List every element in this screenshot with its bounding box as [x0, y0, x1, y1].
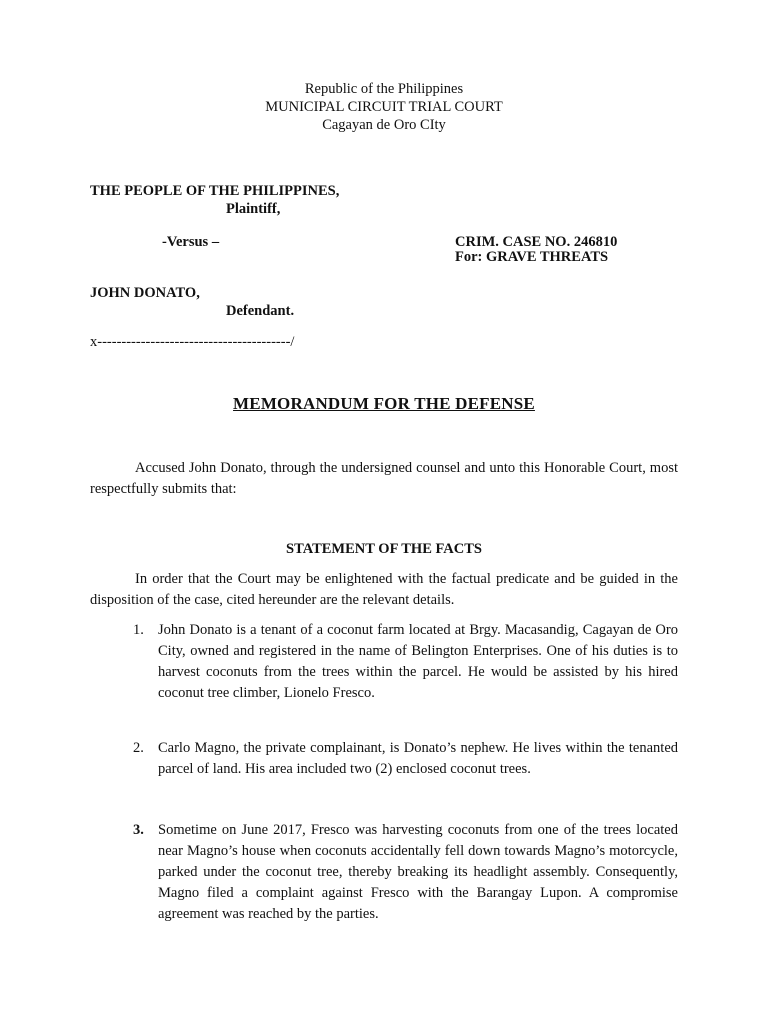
- plaintiff-role: Plaintiff,: [226, 201, 281, 217]
- list-item: [133, 820, 678, 925]
- case-number: CRIM. CASE NO. 246810: [455, 234, 618, 250]
- document-title: MEMORANDUM FOR THE DEFENSE: [233, 394, 535, 413]
- list-item-number: 1.: [133, 622, 144, 638]
- plaintiff-name: THE PEOPLE OF THE PHILIPPINES,: [90, 183, 340, 199]
- intro-paragraph: Accused John Donato, through the undersigned counsel and unto this Honorable Court, most respectfully submits that:: [90, 460, 678, 497]
- list-item-text: Carlo Magno, the private complainant, is Donato’s nephew. He lives within the tenanted parcel of land. His area included two (2) enclosed coconut trees.: [158, 740, 678, 777]
- case-offense: For: GRAVE THREATS: [455, 249, 609, 265]
- header-city: Cagayan de Oro CIty: [322, 117, 446, 133]
- header-country: Republic of the Philippines: [304, 81, 464, 97]
- list-item-number: 2.: [133, 740, 144, 756]
- defendant-role: Defendant.: [226, 303, 295, 319]
- facts-heading: STATEMENT OF THE FACTS: [286, 541, 482, 557]
- list-item: [133, 620, 678, 704]
- facts-lead-paragraph: In order that the Court may be enlightened with the factual predicate and be guided in the disposition of the case, cited hereunder are the relevant details.: [90, 571, 678, 608]
- versus-label: -Versus –: [162, 234, 220, 250]
- caption-separator: x----------------------------------------/: [90, 334, 295, 350]
- defendant-name: JOHN DONATO,: [90, 285, 200, 301]
- list-item-text: John Donato is a tenant of a coconut farm located at Brgy. Macasandig, Cagayan de Oro City, owned and registered in the name of Belington Enterprises. One of his duties is to harvest coconuts from the trees within the parcel. He would be assisted by his hired coconut tree climber, Lionelo Fresco.: [158, 622, 678, 701]
- header-court: MUNICIPAL CIRCUIT TRIAL COURT: [265, 99, 503, 115]
- list-item: [133, 738, 678, 780]
- list-item-text: Sometime on June 2017, Fresco was harvesting coconuts from one of the trees located near Magno’s house when coconuts accidentally fell down towards Magno’s motorcycle, parked under the coconut tree, thereby breaking its headlight assembly. Consequently, Magno filed a complaint against Fresco with the Barangay Lupon. A compromise agreement was reached by the parties.: [158, 822, 678, 922]
- list-item-number: 3.: [133, 822, 144, 838]
